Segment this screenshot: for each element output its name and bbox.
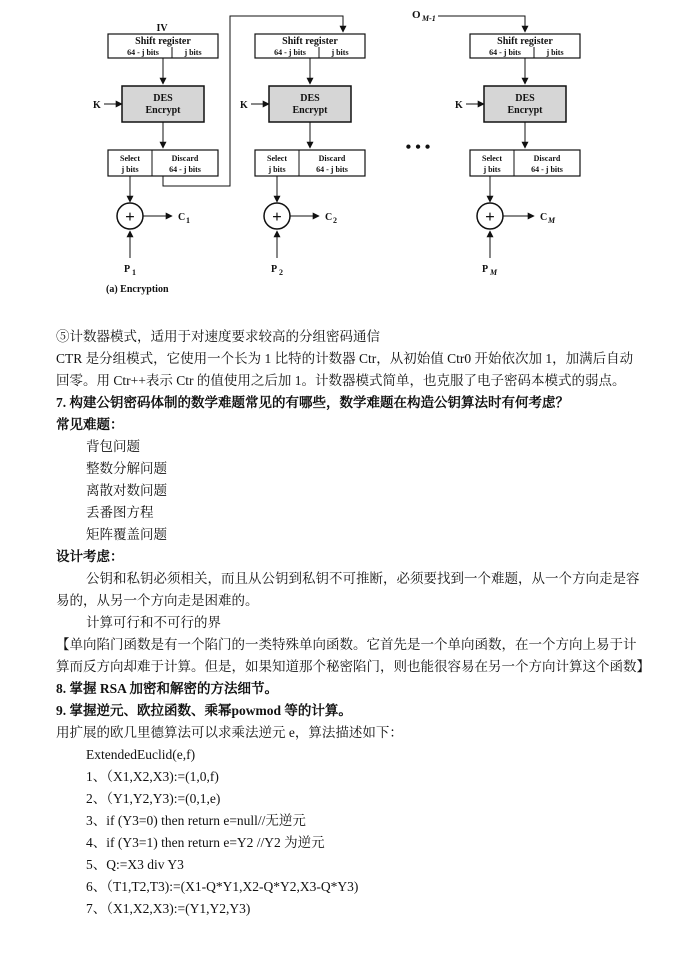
c-sub: M [548,216,556,225]
design-considerations-label: 设计考虑： [56,549,124,564]
select-discard-box [470,150,580,176]
p-label: P [124,264,131,275]
shift-register-title: Shift register [135,36,191,47]
shift-register-right: j bits [331,48,349,57]
list-item: 丢番图方程 [86,505,154,520]
p-sub: M [490,268,498,277]
list-item: 离散对数问题 [86,483,167,498]
ellipsis: • • • [405,139,431,156]
des-line2: Encrypt [292,105,328,116]
code-line: 5、Q:=X3 div Y3 [86,857,184,872]
p-sub: 1 [132,268,136,277]
code-line: 4、if (Y3=1) then return e=Y2 //Y2 为逆元 [86,835,325,850]
ctr-body: CTR 是分组模式，它使用一个长为 1 比特的计数器 Ctr，从初始值 Ctr0 开始依次加 1，加满后自动回零。用 Ctr++表示 Ctr 的值使用之后加 1。计数器模式简单，也克服了电子密码本模式的弱点。 [56,351,634,388]
shift-register-title: Shift register [282,36,338,47]
c-label: C [325,212,333,223]
shift-register-left: 64 - j bits [127,48,159,57]
des-line1: DES [300,93,320,104]
list-item: 背包问题 [86,439,140,454]
select-title: Select [482,154,502,163]
des-line2: Encrypt [507,105,543,116]
question-8: 8. 掌握 RSA 加密和解密的方法细节。 [56,681,279,696]
select-discard-box [255,150,365,176]
shift-register-title: Shift register [497,36,553,47]
xor-circle [264,203,290,229]
des-encrypt-box [484,86,566,122]
p-sub: 2 [279,268,283,277]
select-sub: j bits [483,165,501,174]
question-7: 7. 构建公钥密码体制的数学难题常见的有哪些，数学难题在构造公钥算法时有何考虑？ [56,395,569,410]
discard-sub: 64 - j bits [316,165,348,174]
discard-sub: 64 - j bits [531,165,563,174]
discard-title: Discard [533,154,561,163]
common-problems-label: 常见难题： [56,417,124,432]
key-label: K [455,100,463,111]
discard-title: Discard [171,154,199,163]
xor-circle [477,203,503,229]
code-line: ExtendedEuclid(e,f) [86,747,196,762]
diagram-caption: (a) Encryption [106,284,169,295]
shift-register-box [470,34,580,58]
discard-sub: 64 - j bits [169,165,201,174]
key-label: K [93,100,101,111]
design-paragraph-1: 公钥和私钥必须相关，而且从公钥到私钥不可推断，必须要找到一个难题，从一个方向走是容易的，从另一个方向走是困难的。 [56,571,640,608]
xor-symbol: + [485,207,495,226]
shift-register-box [108,34,218,58]
o-label: O [412,9,421,21]
select-discard-box [108,150,218,176]
p-label: P [482,264,489,275]
select-sub: j bits [121,165,139,174]
ctr-encryption-diagram [0,0,698,310]
iv-label: IV [156,23,168,34]
select-sub: j bits [268,165,286,174]
key-label: K [240,100,248,111]
shift-register-right: j bits [184,48,202,57]
xor-symbol: + [272,207,282,226]
o-sub: M-1 [422,14,436,23]
shift-register-right: j bits [546,48,564,57]
p-label: P [271,264,278,275]
code-line: 7、（X1,X2,X3):=(Y1,Y2,Y3) [86,901,251,916]
c-sub: 2 [333,216,337,225]
document-body [56,326,650,920]
des-encrypt-box [269,86,351,122]
des-line1: DES [153,93,173,104]
c-sub: 1 [186,216,190,225]
ctr-heading: ⑤计数器模式，适用于对速度要求较高的分组密码通信 [56,329,380,344]
des-line2: Encrypt [145,105,181,116]
xor-symbol: + [125,207,135,226]
design-paragraph-2: 计算可行和不可行的界 [86,615,221,630]
shift-register-left: 64 - j bits [274,48,306,57]
list-item: 矩阵覆盖问题 [86,527,167,542]
xor-circle [117,203,143,229]
select-title: Select [120,154,140,163]
select-title: Select [267,154,287,163]
question-9: 9. 掌握逆元、欧拉函数、乘幂powmod 等的计算。 [56,703,352,718]
list-item: 整数分解问题 [86,461,167,476]
euclid-intro: 用扩展的欧几里德算法可以求乘法逆元 e，算法描述如下： [56,725,403,740]
code-line: 1、（X1,X2,X3):=(1,0,f) [86,769,219,784]
c-label: C [540,212,548,223]
shift-register-left: 64 - j bits [489,48,521,57]
discard-title: Discard [318,154,346,163]
trapdoor-note: 【单向陷门函数是有一个陷门的一类特殊单向函数。它首先是一个单向函数，在一个方向上易于计算而反方向却难于计算。但是，如果知道那个秘密陷门，则也能很容易在另一个方向计算这个函数】 [56,637,650,674]
des-line1: DES [515,93,535,104]
code-line: 6、（T1,T2,T3):=(X1-Q*Y1,X2-Q*Y2,X3-Q*Y3) [86,879,359,894]
des-encrypt-box [122,86,204,122]
c-label: C [178,212,186,223]
code-line: 2、（Y1,Y2,Y3):=(0,1,e) [86,791,221,806]
shift-register-box [255,34,365,58]
code-line: 3、if (Y3=0) then return e=null//无逆元 [86,813,306,828]
